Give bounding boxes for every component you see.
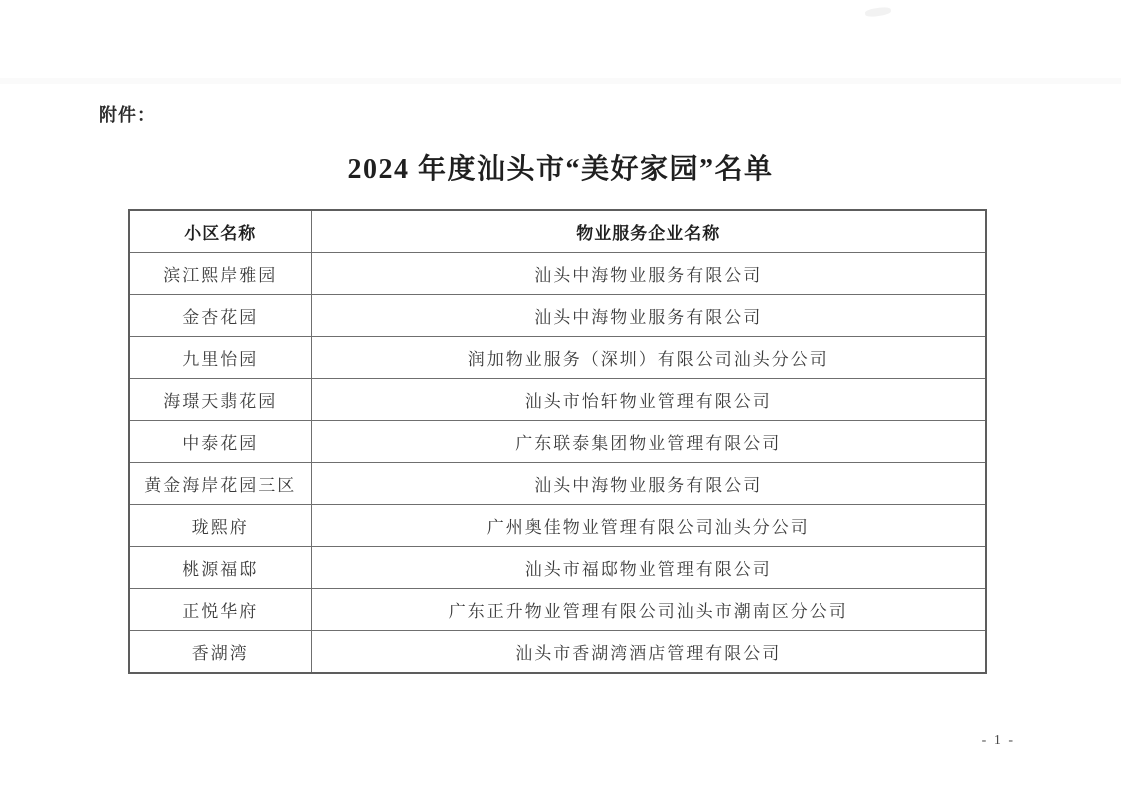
- table-row: [129, 631, 986, 674]
- company-name-cell: 汕头中海物业服务有限公司: [311, 253, 986, 295]
- community-name-cell: 黄金海岸花园三区: [129, 463, 311, 505]
- company-name-cell: 汕头市香湖湾酒店管理有限公司: [311, 631, 986, 674]
- column-header-community-name: 小区名称: [129, 210, 311, 253]
- community-name-cell: 珑熙府: [129, 505, 311, 547]
- table-row: [129, 421, 986, 463]
- table-row: [129, 337, 986, 379]
- company-name-cell: 汕头市怡轩物业管理有限公司: [311, 379, 986, 421]
- community-name-cell: 正悦华府: [129, 589, 311, 631]
- company-name-cell: 广东正升物业管理有限公司汕头市潮南区分公司: [311, 589, 986, 631]
- company-name-cell: 广东联泰集团物业管理有限公司: [311, 421, 986, 463]
- page-number: - 1 -: [981, 733, 1015, 748]
- table-row: [129, 505, 986, 547]
- table-row: [129, 547, 986, 589]
- community-name-cell: 桃源福邸: [129, 547, 311, 589]
- company-name-cell: 汕头市福邸物业管理有限公司: [311, 547, 986, 589]
- scan-artifact-band: [0, 78, 1121, 84]
- table-row: [129, 253, 986, 295]
- community-name-cell: 香湖湾: [129, 631, 311, 674]
- table-row: [129, 463, 986, 505]
- document-title: 2024 年度汕头市“美好家园”名单: [347, 154, 774, 185]
- community-name-cell: 金杏花园: [129, 295, 311, 337]
- company-name-cell: 润加物业服务（深圳）有限公司汕头分公司: [311, 337, 986, 379]
- community-name-cell: 中泰花园: [129, 421, 311, 463]
- table-row: [129, 379, 986, 421]
- company-name-cell: 广州奥佳物业管理有限公司汕头分公司: [311, 505, 986, 547]
- table-row: [129, 295, 986, 337]
- community-name-cell: 九里怡园: [129, 337, 311, 379]
- community-name-cell: 滨江熙岸雅园: [129, 253, 311, 295]
- scan-artifact-smudge: [865, 6, 892, 18]
- table-row: [129, 589, 986, 631]
- column-header-company-name: 物业服务企业名称: [311, 210, 986, 253]
- company-name-cell: 汕头中海物业服务有限公司: [311, 463, 986, 505]
- community-property-table: [128, 209, 987, 674]
- community-name-cell: 海璟天翡花园: [129, 379, 311, 421]
- company-name-cell: 汕头中海物业服务有限公司: [311, 295, 986, 337]
- attachment-label: 附件：: [99, 105, 156, 125]
- table-header-row: [129, 210, 986, 253]
